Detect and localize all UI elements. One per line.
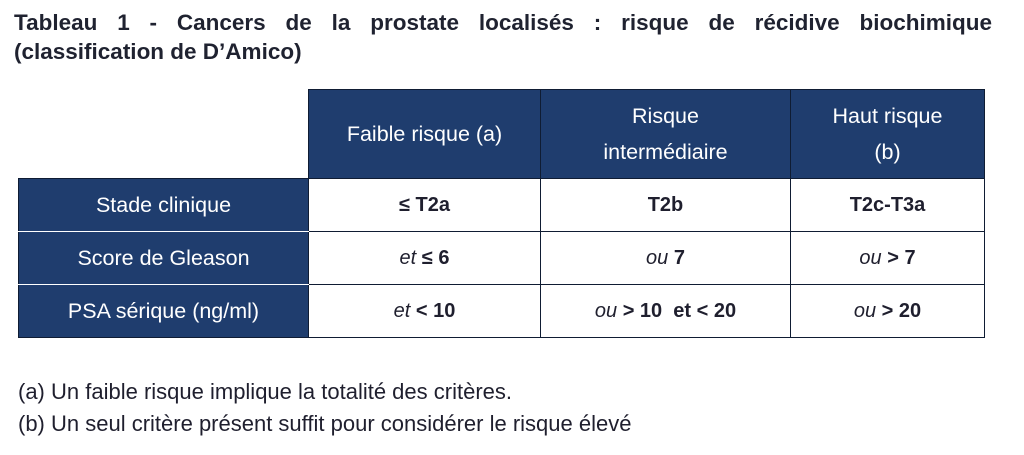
row-header: Score de Gleason	[19, 232, 309, 285]
cell-value: > 10 et < 20	[622, 299, 737, 322]
column-header-line: Haut risque	[832, 104, 943, 128]
title-line-2: (classification de D’Amico)	[14, 39, 302, 64]
cell-value: ≤ T2a	[399, 193, 450, 216]
cell-value: > 7	[887, 246, 916, 269]
footnote-a: (a) Un faible risque implique la totalité des critères.	[18, 379, 513, 404]
footnotes	[18, 376, 631, 440]
table-cell	[791, 285, 985, 338]
table-cell	[309, 285, 541, 338]
table-row-clinical-stage	[19, 179, 985, 232]
cell-prefix: ou	[594, 299, 618, 322]
title-line-1: Tableau 1 - Cancers de la prostate localisés : risque de récidive biochimique	[14, 10, 992, 35]
cell-prefix: ou	[853, 299, 877, 322]
cell-value: T2c-T3a	[849, 193, 926, 216]
document-title	[14, 8, 992, 66]
cell-value: > 20	[881, 299, 922, 322]
row-header: PSA sérique (ng/ml)	[19, 285, 309, 338]
table-cell	[791, 179, 985, 232]
cell-value: T2b	[647, 193, 684, 216]
row-header: Stade clinique	[19, 179, 309, 232]
table-cell	[541, 232, 791, 285]
cell-value: < 10	[415, 299, 456, 322]
empty-corner-cell	[19, 90, 309, 179]
table-cell	[309, 179, 541, 232]
table-row-psa	[19, 285, 985, 338]
table-cell	[309, 232, 541, 285]
column-header-line: intermédiaire	[603, 140, 728, 164]
column-header-intermediate-risk	[541, 90, 791, 179]
cell-prefix: et	[393, 299, 411, 322]
cell-prefix: ou	[646, 246, 669, 269]
cell-value: 7	[673, 246, 685, 269]
cell-prefix: et	[399, 246, 417, 269]
table-cell	[541, 285, 791, 338]
cell-value: ≤ 6	[421, 246, 450, 269]
table-cell	[541, 179, 791, 232]
table-row-gleason-score	[19, 232, 985, 285]
header-row	[19, 90, 985, 179]
damico-classification-table	[18, 89, 985, 338]
column-header-line: (b)	[874, 140, 901, 164]
column-header-line: Risque	[632, 104, 699, 128]
table-cell	[791, 232, 985, 285]
footnote-b: (b) Un seul critère présent suffit pour considérer le risque élevé	[18, 411, 632, 436]
column-header-line: Faible risque (a)	[346, 122, 503, 146]
column-header-high-risk	[791, 90, 985, 179]
column-header-low-risk	[309, 90, 541, 179]
cell-prefix: ou	[859, 246, 882, 269]
